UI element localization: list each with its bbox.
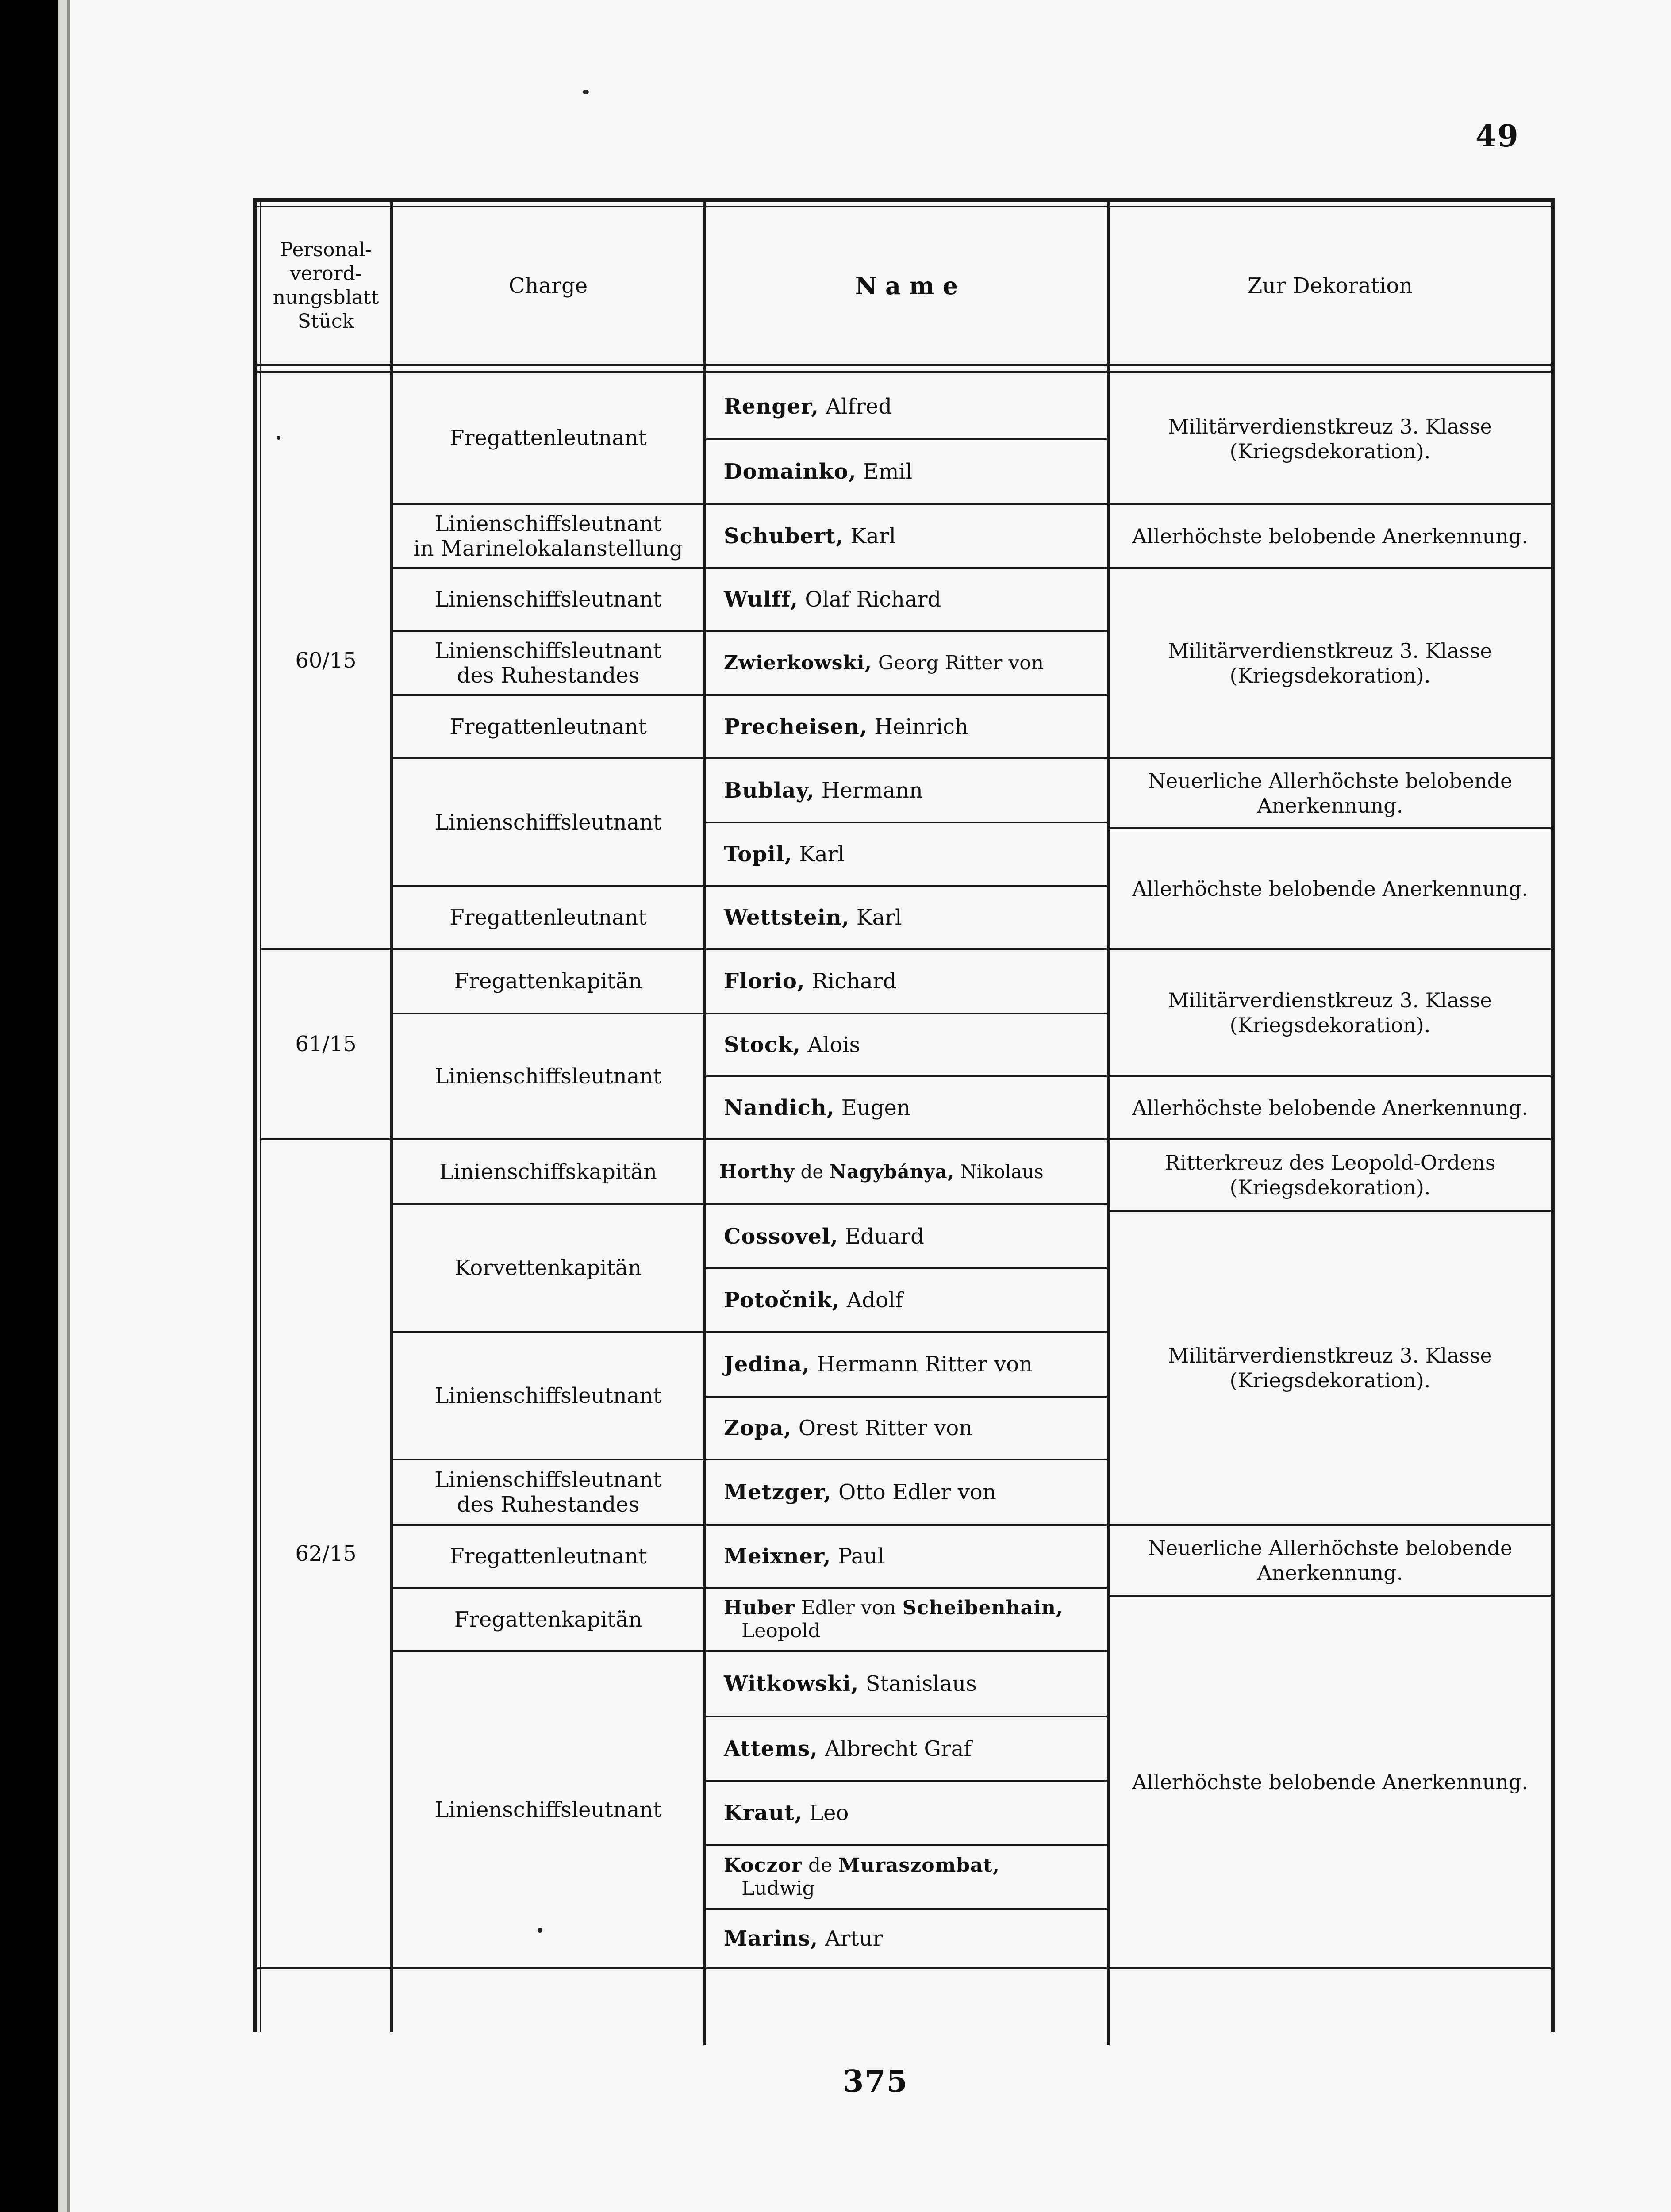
name-entry: Attems, Albrecht Graf [724, 1736, 972, 1761]
decoration-cell: Militärverdienstkreuz 3. Klasse (Kriegsdekoration). [1168, 988, 1492, 1037]
name-entry: Metzger, Otto Edler von [724, 1480, 996, 1505]
charge-cell: Fregattenleutnant [449, 425, 647, 450]
name-entry: Bublay, Hermann [724, 778, 923, 803]
page-number-bottom: 375 [843, 2064, 908, 2099]
name-entry: Zwierkowski, Georg Ritter von [724, 651, 1044, 674]
name-entry: Jedina, Hermann Ritter von [724, 1352, 1033, 1377]
name-entry: Topil, Karl [724, 842, 845, 867]
header-zur-dekoration: Zur Dekoration [1247, 273, 1413, 298]
decoration-cell: Neuerliche Allerhöchste belobende Anerkennung. [1148, 1536, 1513, 1585]
charge-cell: Linienschiffsleutnant [434, 1064, 662, 1089]
charge-cell: Linienschiffsleutnant [434, 810, 662, 835]
charge-cell: Linienschiffsleutnant [434, 1383, 662, 1408]
name-entry: Horthy de Nagybánya, Nikolaus [719, 1160, 1044, 1183]
name-entry: Precheisen, Heinrich [724, 714, 968, 739]
name-entry: Nandich, Eugen [724, 1095, 910, 1120]
page-number-top: 49 [1475, 119, 1519, 154]
name-entry: Cossovel, Eduard [724, 1224, 924, 1249]
name-entry: Koczor de Muraszombat, Ludwig [724, 1854, 1000, 1900]
name-entry: Zopa, Orest Ritter von [724, 1416, 973, 1440]
name-entry: Domainko, Emil [724, 459, 913, 484]
charge-cell: Linienschiffsleutnant in Marinelokalanstellung [413, 511, 683, 561]
stueck-60-15: 60/15 [295, 648, 357, 673]
decoration-cell: Militärverdienstkreuz 3. Klasse (Kriegsdekoration). [1168, 414, 1492, 463]
charge-cell: Linienschiffskapitän [439, 1159, 657, 1184]
name-entry: Witkowski, Stanislaus [724, 1671, 977, 1696]
name-entry: Meixner, Paul [724, 1544, 884, 1569]
header-personal-verordnungsblatt: Personal- verord- nungsblatt Stück [273, 238, 379, 333]
decoration-cell: Allerhöchste belobende Anerkennung. [1132, 1096, 1528, 1120]
decoration-cell: Allerhöchste belobende Anerkennung. [1132, 876, 1528, 901]
stueck-62-15: 62/15 [295, 1541, 357, 1566]
decoration-cell: Ritterkreuz des Leopold-Ordens (Kriegsdekoration). [1164, 1151, 1496, 1199]
header-charge: Charge [508, 273, 588, 298]
charge-cell: Fregattenkapitän [454, 969, 642, 994]
name-entry: Wettstein, Karl [724, 905, 902, 930]
charge-cell: Linienschiffsleutnant [434, 587, 662, 612]
book-page [58, 0, 1671, 2212]
decoration-cell: Allerhöchste belobende Anerkennung. [1132, 524, 1528, 548]
previous-page-edge [58, 0, 70, 2212]
decoration-cell: Neuerliche Allerhöchste belobende Anerkennung. [1148, 769, 1513, 818]
charge-cell: Linienschiffsleutnant des Ruhestandes [434, 638, 662, 688]
name-entry: Schubert, Karl [724, 523, 896, 549]
charge-cell: Linienschiffsleutnant [434, 1797, 662, 1822]
stueck-61-15: 61/15 [295, 1032, 357, 1056]
charge-cell: Fregattenleutnant [449, 1544, 647, 1569]
charge-cell: Fregattenkapitän [454, 1607, 642, 1632]
header-name: N a m e [855, 272, 958, 300]
charge-cell: Fregattenleutnant [449, 714, 647, 739]
name-entry: Wulff, Olaf Richard [724, 587, 941, 612]
name-entry: Florio, Richard [724, 969, 897, 994]
charge-cell: Fregattenleutnant [449, 905, 647, 930]
name-entry: Huber Edler von Scheibenhain, Leopold [724, 1596, 1064, 1642]
name-entry: Marins, Artur [724, 1926, 883, 1951]
name-entry: Stock, Alois [724, 1033, 860, 1057]
name-entry: Potočnik, Adolf [724, 1287, 903, 1313]
name-entry: Kraut, Leo [724, 1800, 849, 1825]
decoration-cell: Allerhöchste belobende Anerkennung. [1132, 1770, 1528, 1794]
decoration-cell: Militärverdienstkreuz 3. Klasse (Kriegsdekoration). [1168, 1344, 1492, 1392]
ink-speck [583, 90, 589, 94]
decoration-cell: Militärverdienstkreuz 3. Klasse (Kriegsdekoration). [1168, 639, 1492, 687]
name-entry: Renger, Alfred [724, 394, 892, 419]
charge-cell: Linienschiffsleutnant des Ruhestandes [434, 1467, 662, 1517]
charge-cell: Korvettenkapitän [454, 1256, 642, 1280]
